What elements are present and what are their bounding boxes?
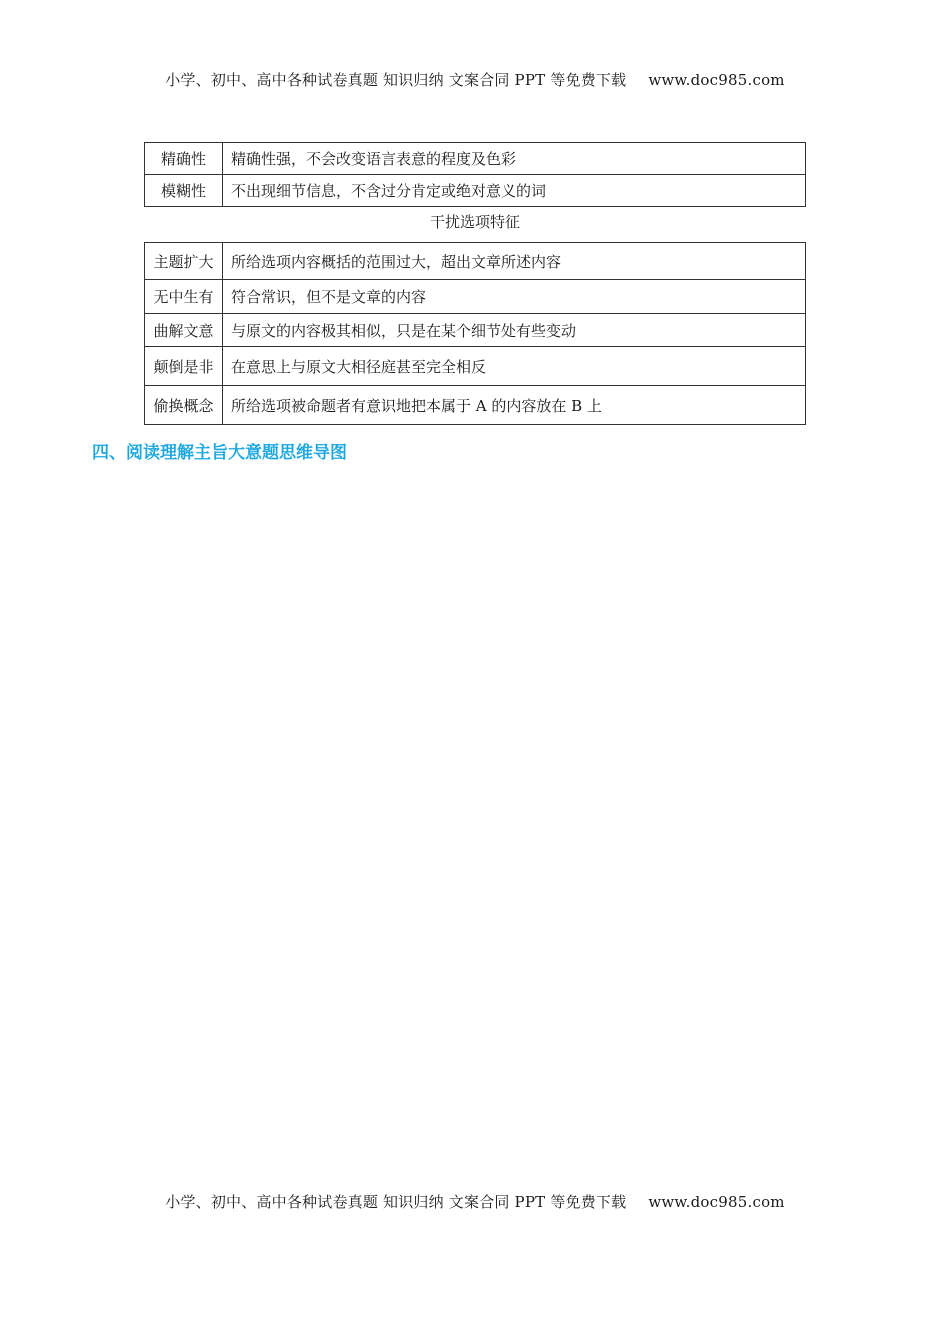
- footer-site-link[interactable]: www.doc985.com: [648, 1193, 785, 1211]
- footer-text: 小学、初中、高中各种试卷真题 知识归纳 文案合同 PPT 等免费下载: [165, 1193, 627, 1211]
- table-row: [145, 175, 806, 207]
- feature-description: 符合常识，但不是文章的内容: [223, 280, 806, 314]
- section-heading: 四、阅读理解主旨大意题思维导图: [92, 443, 347, 463]
- feature-name: 模糊性: [145, 175, 223, 207]
- distractor-feature-table: [144, 242, 806, 425]
- feature-name: 曲解文意: [145, 314, 223, 347]
- table-row: [145, 347, 806, 386]
- table-row: [145, 243, 806, 280]
- feature-name: 精确性: [145, 143, 223, 175]
- feature-name: 无中生有: [145, 280, 223, 314]
- feature-description: 所给选项内容概括的范围过大，超出文章所述内容: [223, 243, 806, 280]
- header-text: 小学、初中、高中各种试卷真题 知识归纳 文案合同 PPT 等免费下载: [165, 71, 627, 89]
- feature-description: 不出现细节信息，不含过分肯定或绝对意义的词: [223, 175, 806, 207]
- answer-feature-table: [144, 142, 806, 207]
- table-row: [145, 386, 806, 425]
- page-footer: [0, 1191, 950, 1212]
- feature-description: 与原文的内容极其相似，只是在某个细节处有些变动: [223, 314, 806, 347]
- feature-name: 主题扩大: [145, 243, 223, 280]
- feature-name: 颠倒是非: [145, 347, 223, 386]
- feature-description: 所给选项被命题者有意识地把本属于 A 的内容放在 B 上: [223, 386, 806, 425]
- table-row: [145, 143, 806, 175]
- table-caption: 干扰选项特征: [429, 213, 520, 231]
- feature-description: 精确性强，不会改变语言表意的程度及色彩: [223, 143, 806, 175]
- table-row: [145, 314, 806, 347]
- header-site-link[interactable]: www.doc985.com: [648, 71, 785, 89]
- page-header: [0, 69, 950, 90]
- feature-description: 在意思上与原文大相径庭甚至完全相反: [223, 347, 806, 386]
- feature-name: 偷换概念: [145, 386, 223, 425]
- table-row: [145, 280, 806, 314]
